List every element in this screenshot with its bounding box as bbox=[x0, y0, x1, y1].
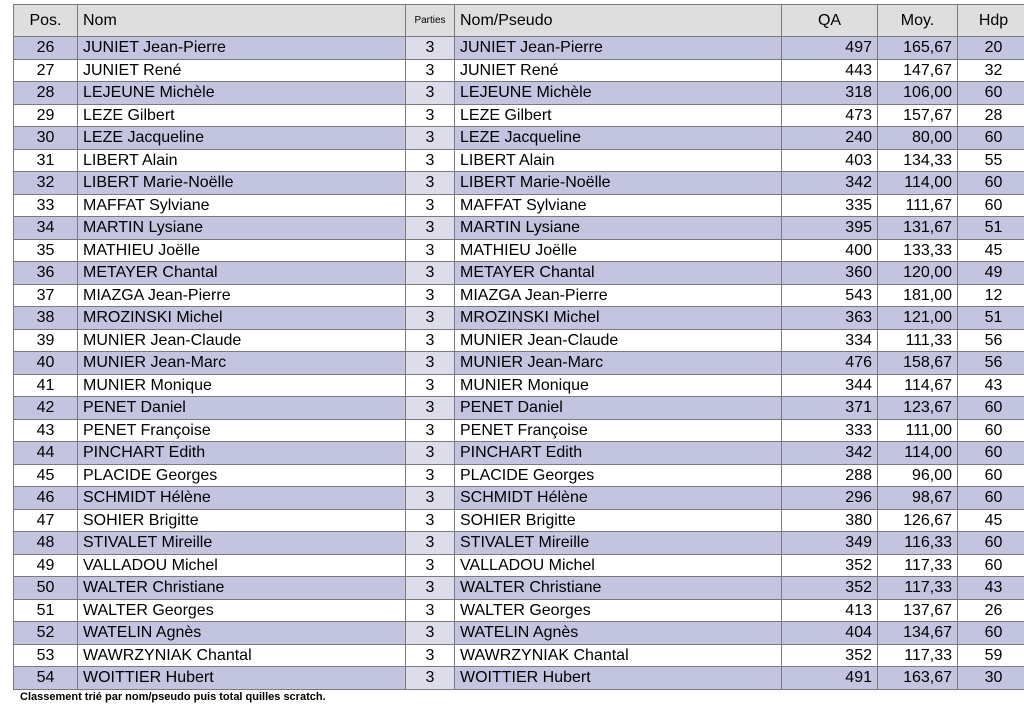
cell-pos: 35 bbox=[14, 239, 78, 262]
cell-pos: 49 bbox=[14, 554, 78, 577]
table-row bbox=[14, 419, 1024, 442]
cell-parties: 3 bbox=[406, 59, 455, 82]
table-row bbox=[14, 397, 1024, 420]
cell-pseudo: SCHMIDT Hélène bbox=[455, 487, 782, 510]
cell-hdp: 12 bbox=[958, 284, 1024, 307]
table-row bbox=[14, 532, 1024, 555]
cell-qa: 342 bbox=[782, 172, 878, 195]
table-row bbox=[14, 307, 1024, 330]
cell-pos: 30 bbox=[14, 127, 78, 150]
cell-qa: 403 bbox=[782, 149, 878, 172]
cell-qa: 360 bbox=[782, 262, 878, 285]
cell-hdp: 30 bbox=[958, 667, 1024, 690]
cell-pos: 34 bbox=[14, 217, 78, 240]
cell-nom: MROZINSKI Michel bbox=[78, 307, 406, 330]
cell-nom: WATELIN Agnès bbox=[78, 622, 406, 645]
cell-pseudo: SOHIER Brigitte bbox=[455, 509, 782, 532]
cell-hdp: 45 bbox=[958, 509, 1024, 532]
cell-nom: LIBERT Alain bbox=[78, 149, 406, 172]
table-row bbox=[14, 59, 1024, 82]
cell-qa: 333 bbox=[782, 419, 878, 442]
cell-parties: 3 bbox=[406, 442, 455, 465]
table-row bbox=[14, 442, 1024, 465]
cell-hdp: 60 bbox=[958, 532, 1024, 555]
cell-hdp: 45 bbox=[958, 239, 1024, 262]
cell-parties: 3 bbox=[406, 397, 455, 420]
cell-nom: VALLADOU Michel bbox=[78, 554, 406, 577]
cell-pseudo: LEJEUNE Michèle bbox=[455, 82, 782, 105]
cell-pseudo: WALTER Christiane bbox=[455, 577, 782, 600]
cell-parties: 3 bbox=[406, 644, 455, 667]
cell-moy: 117,33 bbox=[878, 644, 958, 667]
cell-pseudo: JUNIET René bbox=[455, 59, 782, 82]
cell-pos: 50 bbox=[14, 577, 78, 600]
cell-qa: 296 bbox=[782, 487, 878, 510]
cell-hdp: 60 bbox=[958, 397, 1024, 420]
ranking-table bbox=[13, 4, 1024, 690]
cell-parties: 3 bbox=[406, 509, 455, 532]
cell-nom: MUNIER Monique bbox=[78, 374, 406, 397]
cell-hdp: 60 bbox=[958, 442, 1024, 465]
cell-pseudo: MATHIEU Joëlle bbox=[455, 239, 782, 262]
cell-parties: 3 bbox=[406, 307, 455, 330]
cell-pseudo: MROZINSKI Michel bbox=[455, 307, 782, 330]
cell-qa: 318 bbox=[782, 82, 878, 105]
cell-hdp: 60 bbox=[958, 464, 1024, 487]
cell-pseudo: MUNIER Monique bbox=[455, 374, 782, 397]
cell-pos: 52 bbox=[14, 622, 78, 645]
cell-parties: 3 bbox=[406, 239, 455, 262]
cell-parties: 3 bbox=[406, 217, 455, 240]
cell-parties: 3 bbox=[406, 374, 455, 397]
table-row bbox=[14, 644, 1024, 667]
cell-parties: 3 bbox=[406, 532, 455, 555]
cell-pos: 37 bbox=[14, 284, 78, 307]
cell-pseudo: LIBERT Marie-Noëlle bbox=[455, 172, 782, 195]
table-body bbox=[14, 37, 1024, 690]
cell-hdp: 20 bbox=[958, 37, 1024, 60]
cell-parties: 3 bbox=[406, 487, 455, 510]
table-row bbox=[14, 329, 1024, 352]
cell-nom: JUNIET Jean-Pierre bbox=[78, 37, 406, 60]
cell-moy: 131,67 bbox=[878, 217, 958, 240]
cell-pseudo: WOITTIER Hubert bbox=[455, 667, 782, 690]
cell-moy: 133,33 bbox=[878, 239, 958, 262]
cell-pseudo: LIBERT Alain bbox=[455, 149, 782, 172]
cell-moy: 98,67 bbox=[878, 487, 958, 510]
cell-parties: 3 bbox=[406, 284, 455, 307]
cell-parties: 3 bbox=[406, 554, 455, 577]
table-row bbox=[14, 262, 1024, 285]
cell-parties: 3 bbox=[406, 82, 455, 105]
cell-pos: 48 bbox=[14, 532, 78, 555]
cell-pos: 51 bbox=[14, 599, 78, 622]
cell-nom: MATHIEU Joëlle bbox=[78, 239, 406, 262]
cell-moy: 117,33 bbox=[878, 577, 958, 600]
cell-pseudo: MUNIER Jean-Claude bbox=[455, 329, 782, 352]
cell-pseudo: MAFFAT Sylviane bbox=[455, 194, 782, 217]
cell-moy: 120,00 bbox=[878, 262, 958, 285]
table-row bbox=[14, 554, 1024, 577]
table-row bbox=[14, 599, 1024, 622]
cell-pseudo: PENET Françoise bbox=[455, 419, 782, 442]
cell-pos: 28 bbox=[14, 82, 78, 105]
cell-nom: MARTIN Lysiane bbox=[78, 217, 406, 240]
cell-parties: 3 bbox=[406, 419, 455, 442]
cell-parties: 3 bbox=[406, 667, 455, 690]
cell-qa: 380 bbox=[782, 509, 878, 532]
cell-hdp: 60 bbox=[958, 419, 1024, 442]
table-row bbox=[14, 127, 1024, 150]
table-row bbox=[14, 194, 1024, 217]
cell-pseudo: METAYER Chantal bbox=[455, 262, 782, 285]
cell-pseudo: WAWRZYNIAK Chantal bbox=[455, 644, 782, 667]
cell-hdp: 55 bbox=[958, 149, 1024, 172]
cell-moy: 134,33 bbox=[878, 149, 958, 172]
cell-parties: 3 bbox=[406, 149, 455, 172]
cell-moy: 137,67 bbox=[878, 599, 958, 622]
cell-moy: 111,00 bbox=[878, 419, 958, 442]
cell-qa: 342 bbox=[782, 442, 878, 465]
cell-pseudo: PENET Daniel bbox=[455, 397, 782, 420]
cell-qa: 413 bbox=[782, 599, 878, 622]
cell-moy: 80,00 bbox=[878, 127, 958, 150]
cell-hdp: 32 bbox=[958, 59, 1024, 82]
cell-nom: LIBERT Marie-Noëlle bbox=[78, 172, 406, 195]
cell-pos: 46 bbox=[14, 487, 78, 510]
cell-pos: 26 bbox=[14, 37, 78, 60]
cell-moy: 117,33 bbox=[878, 554, 958, 577]
cell-hdp: 56 bbox=[958, 329, 1024, 352]
cell-moy: 163,67 bbox=[878, 667, 958, 690]
table-header-row bbox=[14, 5, 1024, 37]
cell-hdp: 60 bbox=[958, 622, 1024, 645]
cell-pseudo: JUNIET Jean-Pierre bbox=[455, 37, 782, 60]
cell-moy: 126,67 bbox=[878, 509, 958, 532]
cell-moy: 121,00 bbox=[878, 307, 958, 330]
cell-nom: PENET Daniel bbox=[78, 397, 406, 420]
cell-moy: 147,67 bbox=[878, 59, 958, 82]
table-row bbox=[14, 37, 1024, 60]
cell-qa: 240 bbox=[782, 127, 878, 150]
cell-parties: 3 bbox=[406, 622, 455, 645]
cell-hdp: 49 bbox=[958, 262, 1024, 285]
cell-nom: MIAZGA Jean-Pierre bbox=[78, 284, 406, 307]
cell-pseudo: VALLADOU Michel bbox=[455, 554, 782, 577]
cell-pos: 44 bbox=[14, 442, 78, 465]
cell-nom: PLACIDE Georges bbox=[78, 464, 406, 487]
header-pos: Pos. bbox=[14, 5, 78, 37]
cell-moy: 96,00 bbox=[878, 464, 958, 487]
cell-moy: 123,67 bbox=[878, 397, 958, 420]
table-row bbox=[14, 149, 1024, 172]
cell-qa: 443 bbox=[782, 59, 878, 82]
cell-pos: 39 bbox=[14, 329, 78, 352]
cell-qa: 371 bbox=[782, 397, 878, 420]
cell-hdp: 43 bbox=[958, 374, 1024, 397]
cell-pseudo: WATELIN Agnès bbox=[455, 622, 782, 645]
cell-hdp: 26 bbox=[958, 599, 1024, 622]
footnote: Classement trié par nom/pseudo puis total quilles scratch. bbox=[20, 691, 326, 703]
cell-hdp: 60 bbox=[958, 172, 1024, 195]
cell-pos: 32 bbox=[14, 172, 78, 195]
cell-hdp: 60 bbox=[958, 127, 1024, 150]
cell-qa: 543 bbox=[782, 284, 878, 307]
cell-parties: 3 bbox=[406, 262, 455, 285]
cell-nom: PINCHART Edith bbox=[78, 442, 406, 465]
cell-parties: 3 bbox=[406, 37, 455, 60]
header-pseudo: Nom/Pseudo bbox=[455, 5, 782, 37]
cell-nom: WALTER Georges bbox=[78, 599, 406, 622]
cell-parties: 3 bbox=[406, 127, 455, 150]
table-row bbox=[14, 374, 1024, 397]
cell-hdp: 51 bbox=[958, 307, 1024, 330]
table-row bbox=[14, 487, 1024, 510]
header-nom: Nom bbox=[78, 5, 406, 37]
cell-nom: WOITTIER Hubert bbox=[78, 667, 406, 690]
cell-parties: 3 bbox=[406, 577, 455, 600]
table-row bbox=[14, 172, 1024, 195]
cell-moy: 165,67 bbox=[878, 37, 958, 60]
cell-hdp: 60 bbox=[958, 82, 1024, 105]
cell-pos: 33 bbox=[14, 194, 78, 217]
cell-hdp: 60 bbox=[958, 487, 1024, 510]
cell-parties: 3 bbox=[406, 104, 455, 127]
cell-pos: 31 bbox=[14, 149, 78, 172]
table-row bbox=[14, 217, 1024, 240]
cell-pos: 43 bbox=[14, 419, 78, 442]
table-row bbox=[14, 667, 1024, 690]
cell-nom: SOHIER Brigitte bbox=[78, 509, 406, 532]
cell-qa: 395 bbox=[782, 217, 878, 240]
cell-pos: 45 bbox=[14, 464, 78, 487]
table-row bbox=[14, 284, 1024, 307]
cell-pos: 41 bbox=[14, 374, 78, 397]
cell-pos: 53 bbox=[14, 644, 78, 667]
table-row bbox=[14, 82, 1024, 105]
table-row bbox=[14, 239, 1024, 262]
cell-nom: STIVALET Mireille bbox=[78, 532, 406, 555]
cell-parties: 3 bbox=[406, 599, 455, 622]
header-qa: QA bbox=[782, 5, 878, 37]
cell-nom: WALTER Christiane bbox=[78, 577, 406, 600]
cell-hdp: 51 bbox=[958, 217, 1024, 240]
cell-pos: 40 bbox=[14, 352, 78, 375]
cell-pseudo: WALTER Georges bbox=[455, 599, 782, 622]
cell-pseudo: STIVALET Mireille bbox=[455, 532, 782, 555]
cell-nom: LEJEUNE Michèle bbox=[78, 82, 406, 105]
cell-nom: METAYER Chantal bbox=[78, 262, 406, 285]
cell-qa: 352 bbox=[782, 554, 878, 577]
table-row bbox=[14, 577, 1024, 600]
cell-qa: 334 bbox=[782, 329, 878, 352]
cell-nom: MAFFAT Sylviane bbox=[78, 194, 406, 217]
cell-moy: 114,67 bbox=[878, 374, 958, 397]
cell-moy: 116,33 bbox=[878, 532, 958, 555]
cell-moy: 114,00 bbox=[878, 442, 958, 465]
table-row bbox=[14, 352, 1024, 375]
cell-nom: LEZE Gilbert bbox=[78, 104, 406, 127]
cell-pseudo: MUNIER Jean-Marc bbox=[455, 352, 782, 375]
cell-moy: 106,00 bbox=[878, 82, 958, 105]
cell-moy: 134,67 bbox=[878, 622, 958, 645]
cell-pos: 29 bbox=[14, 104, 78, 127]
table-row bbox=[14, 104, 1024, 127]
table-row bbox=[14, 464, 1024, 487]
cell-qa: 404 bbox=[782, 622, 878, 645]
cell-moy: 158,67 bbox=[878, 352, 958, 375]
cell-pseudo: PLACIDE Georges bbox=[455, 464, 782, 487]
cell-qa: 349 bbox=[782, 532, 878, 555]
table-row bbox=[14, 622, 1024, 645]
cell-parties: 3 bbox=[406, 464, 455, 487]
cell-pos: 47 bbox=[14, 509, 78, 532]
cell-nom: PENET Françoise bbox=[78, 419, 406, 442]
cell-pseudo: PINCHART Edith bbox=[455, 442, 782, 465]
cell-moy: 157,67 bbox=[878, 104, 958, 127]
cell-pos: 54 bbox=[14, 667, 78, 690]
cell-qa: 352 bbox=[782, 577, 878, 600]
header-hdp: Hdp bbox=[958, 5, 1024, 37]
cell-qa: 352 bbox=[782, 644, 878, 667]
header-moy: Moy. bbox=[878, 5, 958, 37]
cell-hdp: 60 bbox=[958, 194, 1024, 217]
cell-parties: 3 bbox=[406, 194, 455, 217]
cell-pseudo: LEZE Gilbert bbox=[455, 104, 782, 127]
cell-pos: 36 bbox=[14, 262, 78, 285]
cell-pos: 38 bbox=[14, 307, 78, 330]
cell-moy: 111,33 bbox=[878, 329, 958, 352]
cell-hdp: 60 bbox=[958, 554, 1024, 577]
cell-nom: JUNIET René bbox=[78, 59, 406, 82]
cell-pseudo: MIAZGA Jean-Pierre bbox=[455, 284, 782, 307]
cell-nom: MUNIER Jean-Marc bbox=[78, 352, 406, 375]
cell-parties: 3 bbox=[406, 172, 455, 195]
cell-qa: 476 bbox=[782, 352, 878, 375]
cell-hdp: 59 bbox=[958, 644, 1024, 667]
cell-hdp: 43 bbox=[958, 577, 1024, 600]
cell-qa: 335 bbox=[782, 194, 878, 217]
cell-qa: 344 bbox=[782, 374, 878, 397]
cell-qa: 400 bbox=[782, 239, 878, 262]
cell-moy: 181,00 bbox=[878, 284, 958, 307]
cell-qa: 288 bbox=[782, 464, 878, 487]
cell-hdp: 28 bbox=[958, 104, 1024, 127]
cell-pos: 27 bbox=[14, 59, 78, 82]
cell-parties: 3 bbox=[406, 352, 455, 375]
cell-nom: MUNIER Jean-Claude bbox=[78, 329, 406, 352]
cell-qa: 473 bbox=[782, 104, 878, 127]
cell-hdp: 56 bbox=[958, 352, 1024, 375]
cell-nom: SCHMIDT Hélène bbox=[78, 487, 406, 510]
cell-pos: 42 bbox=[14, 397, 78, 420]
cell-moy: 111,67 bbox=[878, 194, 958, 217]
cell-pseudo: MARTIN Lysiane bbox=[455, 217, 782, 240]
cell-pseudo: LEZE Jacqueline bbox=[455, 127, 782, 150]
cell-nom: LEZE Jacqueline bbox=[78, 127, 406, 150]
cell-qa: 363 bbox=[782, 307, 878, 330]
table-row bbox=[14, 509, 1024, 532]
cell-moy: 114,00 bbox=[878, 172, 958, 195]
header-parties: Parties bbox=[406, 5, 455, 37]
cell-parties: 3 bbox=[406, 329, 455, 352]
cell-qa: 491 bbox=[782, 667, 878, 690]
cell-qa: 497 bbox=[782, 37, 878, 60]
cell-nom: WAWRZYNIAK Chantal bbox=[78, 644, 406, 667]
